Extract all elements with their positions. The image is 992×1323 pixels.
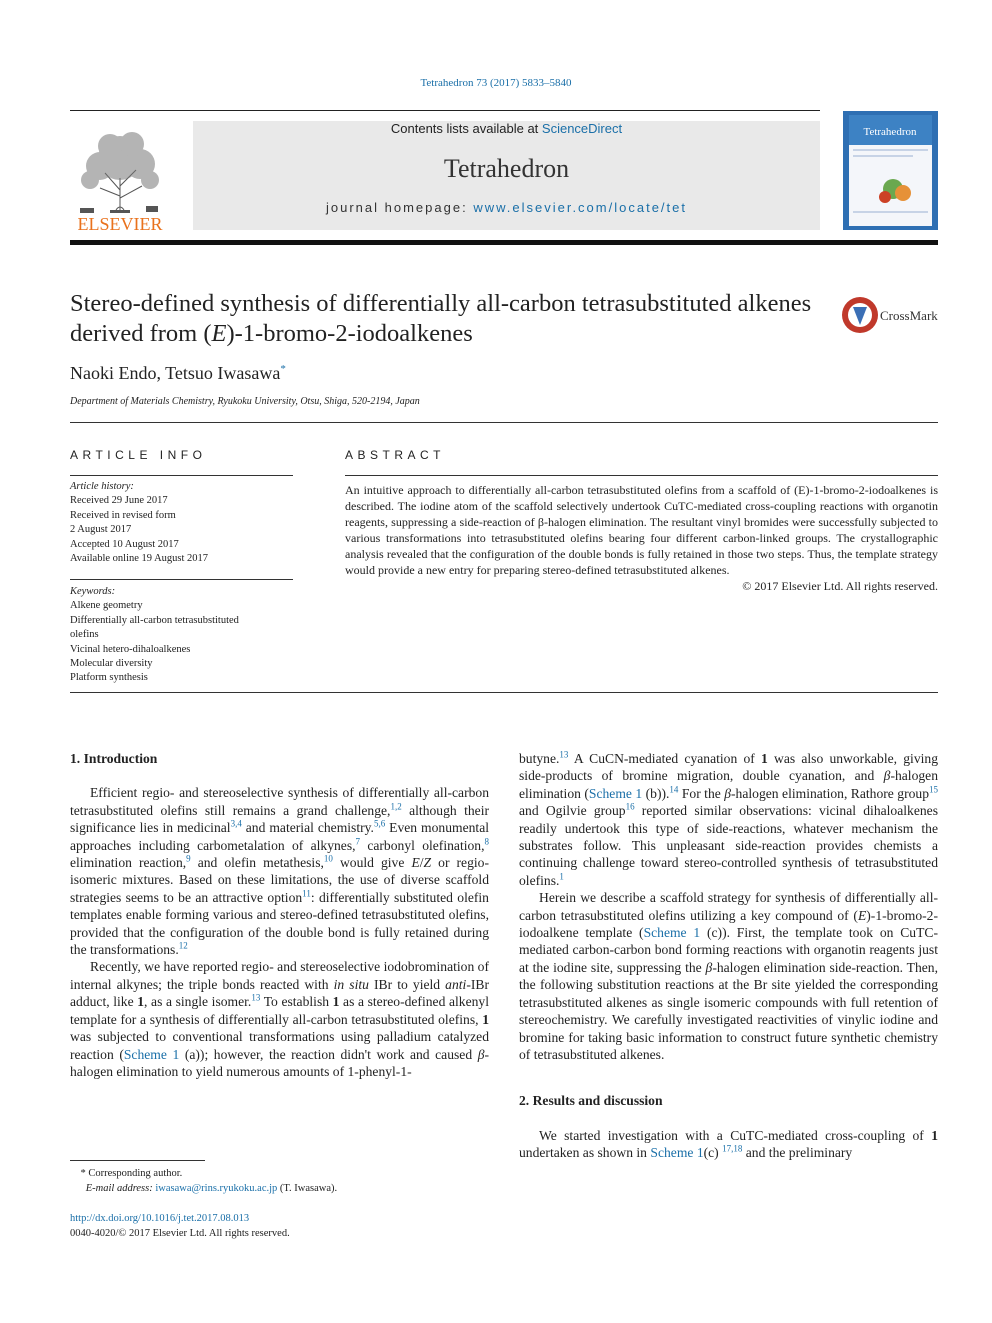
- elsevier-wordmark: ELSEVIER: [77, 214, 163, 234]
- affiliation: Department of Materials Chemistry, Ryukoku University, Otsu, Shiga, 520-2194, Japan: [70, 396, 420, 407]
- article-title: [70, 289, 830, 349]
- author-list: [70, 363, 286, 384]
- keyword-item: Differentially all-carbon tetrasubstituted: [70, 614, 239, 626]
- email-label: E-mail address:: [85, 1183, 153, 1194]
- abstract-text: An intuitive approach to differentially all-carbon tetrasubstituted olefins from a scaffold of (E)-1-bromo-2-iodoalkenes is described. The iodine atom of the scaffold selectively undertook CuTC-mediated cross-coupling reactions with organotin reagents, suppressing a side-reaction of β-halogen elimination. The resultant vinyl bromides were successfully subjected to various transformations into tetrasubstituted olefins bearing four different carbon-linked groups. The crystallographic analysis revealed that the configuration of the double bonds is fully retained in those two steps. Thus, the template strategy would provide a new entry for preparing stereo-defined tetrasubstituted alkenes.: [345, 483, 938, 577]
- sciencedirect-link[interactable]: ScienceDirect: [541, 121, 623, 136]
- history-item: Available online 19 August 2017: [70, 553, 209, 565]
- corresponding-mark[interactable]: *: [280, 363, 286, 375]
- crossmark-badge[interactable]: [840, 295, 940, 335]
- body-paragraph: Efficient regio- and stereoselective synthesis of differentially all-carbon tetrasubstituted olefins still remains a grand challenge,$^{1,2}$ although their significance lies in medicinal$^{3,4}$ and material chemistry.$^{5,6}$ Even monumental approaches including carbometalation of alkynes,$^7$ carbonyl olefination,$^8$ elimination reaction,$^9$ and olefin metathesis,$^{10}$ would give E/Z or regio-isomeric mixtures. Based on these limitations, the use of diverse scaffold strategies seems to be an attractive option$^{11}$: differentially substituted olefin templates enable forming various and stereo-defined tetrasubstituted olefins, provided that the configuration of the double bond is fully retained during the transformations.$^{12}$: [70, 785, 490, 958]
- corresponding-text: Corresponding author.: [88, 1168, 183, 1179]
- contents-prefix: Contents lists available at: [390, 121, 542, 136]
- section-2-heading: 2. Results and discussion: [519, 1093, 663, 1109]
- footnote-rule: [70, 1160, 205, 1161]
- email-link[interactable]: iwasawa@rins.ryukoku.ac.jp: [155, 1183, 278, 1194]
- section-rule: [70, 422, 938, 423]
- elsevier-logo: [70, 118, 170, 234]
- title-italic-e: E: [211, 320, 227, 347]
- journal-title: Tetrahedron: [443, 154, 570, 183]
- journal-cover-thumbnail[interactable]: [843, 111, 938, 230]
- keyword-item: Alkene geometry: [70, 600, 143, 612]
- keyword-item: Platform synthesis: [70, 672, 148, 684]
- header-rule: [70, 110, 820, 111]
- body-paragraph: We started investigation with a CuTC-mediated cross-coupling of 1 undertaken as shown in Scheme 1(c) $^{17,18}$ and the preliminary: [519, 1127, 938, 1161]
- homepage-line: [193, 200, 820, 215]
- email-line: [70, 1181, 490, 1196]
- authors: Naoki Endo, Tetsuo Iwasawa: [70, 363, 281, 383]
- keyword-item: Molecular diversity: [70, 658, 153, 670]
- cover-title: Tetrahedron: [863, 126, 917, 138]
- header-thick-rule: [70, 240, 938, 245]
- issn-line: 0040-4020/© 2017 Elsevier Ltd. All rights reserved.: [70, 1228, 290, 1239]
- keywords-rule: [70, 579, 293, 580]
- email-owner: (T. Iwasawa).: [279, 1183, 338, 1194]
- abstract-body: [345, 482, 938, 594]
- journal-banner: [193, 121, 820, 230]
- article-history: [70, 480, 295, 566]
- footnote: [70, 1166, 490, 1196]
- history-item: Accepted 10 August 2017: [70, 538, 179, 550]
- corresponding-note: * Corresponding author.: [70, 1168, 183, 1179]
- journal-citation[interactable]: Tetrahedron 73 (2017) 5833–5840: [420, 77, 572, 89]
- history-label: Article history:: [70, 481, 134, 492]
- doi-block: [70, 1211, 290, 1241]
- keywords: [70, 585, 295, 686]
- elsevier-tree-icon: [70, 118, 170, 234]
- history-item: Received 29 June 2017: [70, 495, 168, 507]
- keyword-item: Vicinal hetero-dihaloalkenes: [70, 643, 191, 655]
- body-paragraph: Herein we describe a scaffold strategy for synthesis of differentially all-carbon tetrasubstituted olefins utilizing a key compound of (E)-1-bromo-2-iodoalkene template (Scheme 1 (c)). First, the template took on CuTC-mediated carbon-carbon bond forming reactions with organotin reagents just at the iodine site, suppressing the β-halogen elimination side-reaction. Then, the following substitution reactions at the Br site yielded the corresponding tetrasubstituted alkenes as single isomeric compounds with full retention of stereochemistry. We carefully investigated reactivities of vinylic iodine and bromine for taking basic information to construct future synthetic chemistry of tetrasubstituted alkenes.: [519, 890, 939, 1062]
- keywords-label: Keywords:: [70, 586, 116, 597]
- doi-link[interactable]: http://dx.doi.org/10.1016/j.tet.2017.08.013: [70, 1213, 250, 1224]
- homepage-link[interactable]: www.elsevier.com/locate/tet: [473, 200, 687, 215]
- abstract-copyright: © 2017 Elsevier Ltd. All rights reserved.: [742, 579, 938, 593]
- abstract-heading: ABSTRACT: [345, 448, 446, 462]
- body-left-column: [70, 750, 489, 1080]
- history-item: Received in revised form: [70, 509, 176, 521]
- body-paragraph: butyne.$^{13}$ A CuCN-mediated cyanation of 1 was also unworkable, giving side-products of bromine migration, double cyanation, and β-halogen elimination (Scheme 1 (b)).$^{14}$ For the β-halogen elimination, Rathore group$^{15}$ and Ogilvie group$^{16}$ reported similar observations: vicinal dihaloalkenes readily undertook this type of side-reactions, whatever mechanism the substrates follow. This unpleasant side-reaction provides chemists a continuing challenge toward stereo-controlled synthesis of tetrasubstituted olefins.$^1$: [519, 749, 938, 888]
- keyword-item: olefins: [70, 629, 99, 641]
- article-info-rule: [70, 475, 293, 476]
- article-info-heading: ARTICLE INFO: [70, 448, 207, 462]
- history-item: 2 August 2017: [70, 524, 132, 536]
- title-part-1: Stereo-defined synthesis of differentially all-carbon tetrasubstituted alkenes derived from (: [70, 290, 812, 347]
- body-right-column: [519, 750, 938, 1162]
- section-1-heading: 1. Introduction: [70, 751, 158, 766]
- contents-line: [193, 121, 820, 136]
- title-part-2: )-1-bromo-2-iodoalkenes: [226, 320, 473, 347]
- body-paragraph: Recently, we have reported regio- and stereoselective iodobromination of internal alkynes; the triple bonds reacted with in situ IBr to yield anti-IBr adduct, like 1, as a single isomer.$^{13}$ To establish 1 as a stereo-defined alkenyl template for a synthesis of differentially all-carbon tetrasubstituted olefins, 1 was subjected to conventional transformations using palladium catalyzed reaction (Scheme 1 (a)); however, the reaction didn't work and caused β-halogen elimination to yield numerous amounts of 1-phenyl-1-: [70, 959, 489, 1079]
- abstract-bottom-rule: [70, 692, 938, 693]
- abstract-rule: [345, 475, 938, 476]
- homepage-prefix: journal homepage:: [326, 200, 474, 215]
- crossmark-label: CrossMark: [880, 308, 938, 323]
